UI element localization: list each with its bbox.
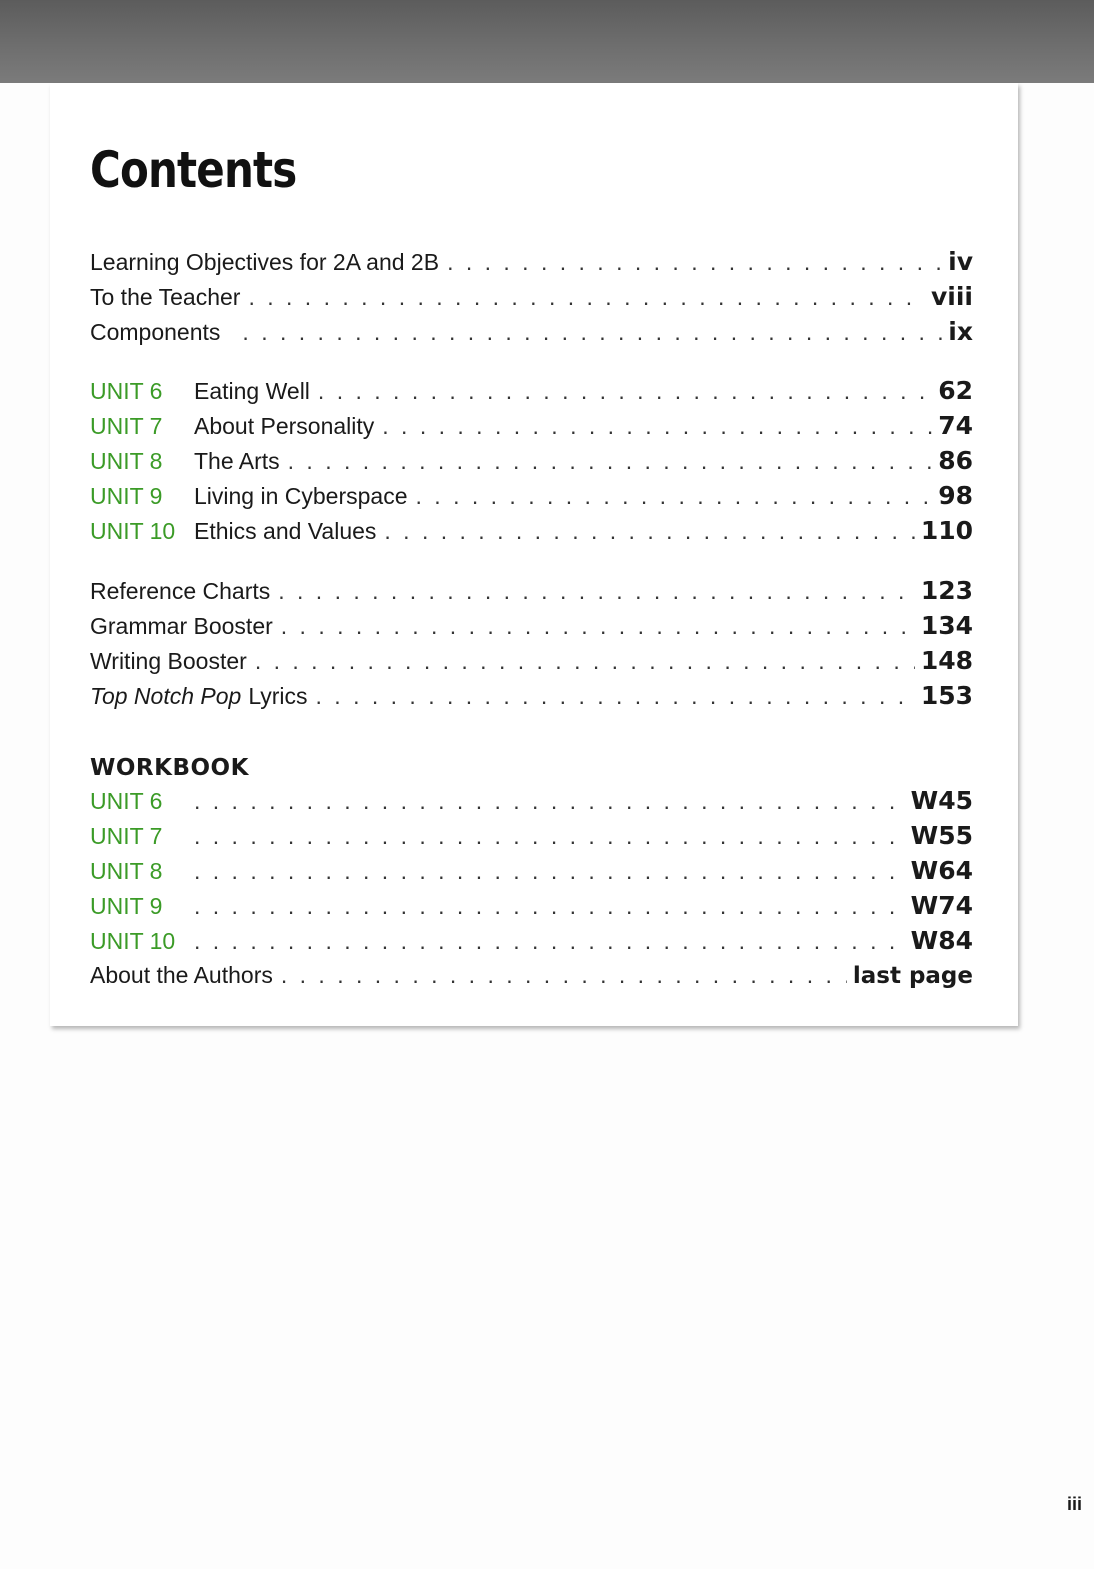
entry-title: Grammar Booster (90, 613, 273, 639)
page-number: 148 (920, 646, 973, 675)
toc-entry[interactable] (90, 646, 973, 681)
entry-title-italic: Top Notch Pop (90, 683, 242, 709)
page-number: 86 (938, 446, 973, 475)
entry-title: Living in Cyberspace (194, 483, 408, 509)
dot-leader (194, 823, 905, 850)
dot-leader (194, 893, 905, 920)
entry-title: Ethics and Values (194, 518, 377, 544)
page-number: ix (948, 317, 973, 346)
entry-title: The Arts (194, 448, 280, 474)
toc-entry[interactable] (90, 681, 973, 716)
dot-leader (318, 378, 932, 405)
dot-leader (248, 284, 925, 311)
dot-leader (416, 483, 933, 510)
dot-leader (255, 648, 915, 675)
entry-title: To the Teacher (90, 284, 241, 310)
page-title: Contents (90, 141, 297, 199)
toc-workbook-entry[interactable] (90, 891, 973, 926)
toc-entry[interactable] (90, 247, 973, 282)
toc-entry[interactable] (90, 576, 973, 611)
top-header-band (0, 0, 1094, 83)
toc-workbook-entry[interactable] (90, 786, 973, 821)
page-number: W55 (910, 821, 973, 850)
dot-leader (194, 928, 905, 955)
unit-label: UNIT 8 (90, 448, 163, 474)
toc-unit-entry[interactable] (90, 446, 973, 481)
entry-title: Eating Well (194, 378, 310, 404)
toc-entry[interactable] (90, 611, 973, 646)
toc-workbook-entry[interactable] (90, 926, 973, 961)
toc-entry[interactable] (90, 317, 973, 352)
toc-unit-entry[interactable] (90, 481, 973, 516)
toc-unit-entry[interactable] (90, 376, 973, 411)
unit-label: UNIT 9 (90, 893, 163, 919)
unit-label: UNIT 10 (90, 928, 176, 954)
unit-label: UNIT 7 (90, 413, 163, 439)
unit-label: UNIT 9 (90, 483, 163, 509)
unit-label: UNIT 8 (90, 858, 163, 884)
unit-label: UNIT 10 (90, 518, 176, 544)
dot-leader (281, 613, 915, 640)
entry-title: Learning Objectives for 2A and 2B (90, 249, 440, 275)
toc-entry[interactable] (90, 282, 973, 317)
toc-entry[interactable] (90, 962, 973, 997)
page-number: W45 (910, 786, 973, 815)
dot-leader (382, 413, 932, 440)
dot-leader (288, 448, 933, 475)
toc-workbook-entry[interactable] (90, 821, 973, 856)
workbook-heading: WORKBOOK (90, 755, 249, 781)
dot-leader (194, 858, 905, 885)
dot-leader (281, 962, 847, 989)
page-number: 98 (938, 481, 973, 510)
page-number: 153 (920, 681, 973, 710)
page-folio: iii (1066, 1494, 1082, 1514)
entry-title: Writing Booster (90, 648, 247, 674)
dot-leader (384, 518, 914, 545)
entry-title: Components (90, 319, 221, 345)
dot-leader (447, 249, 942, 276)
entry-title: About the Authors (90, 962, 273, 988)
toc-unit-entry[interactable] (90, 411, 973, 446)
page-number: 62 (938, 376, 973, 405)
toc-unit-entry[interactable] (90, 516, 973, 551)
page-number: W84 (910, 926, 973, 955)
page-number: 74 (938, 411, 973, 440)
dot-leader (242, 319, 942, 346)
unit-label: UNIT 6 (90, 788, 163, 814)
toc-workbook-entry[interactable] (90, 856, 973, 891)
entry-title: Reference Charts (90, 578, 271, 604)
page-number: W74 (910, 891, 973, 920)
dot-leader (278, 578, 915, 605)
contents-panel (50, 83, 1018, 1026)
page-number: 123 (920, 576, 973, 605)
page-number: W64 (910, 856, 973, 885)
unit-label: UNIT 6 (90, 378, 163, 404)
page-number: iv (948, 247, 973, 276)
dot-leader (194, 788, 905, 815)
dot-leader (316, 683, 915, 710)
page-number: 110 (920, 516, 973, 545)
page-number: 134 (920, 611, 973, 640)
page-number: viii (930, 282, 973, 311)
page-number: last page (852, 963, 973, 989)
unit-label: UNIT 7 (90, 823, 163, 849)
entry-title: Lyrics (248, 683, 308, 709)
entry-title: About Personality (194, 413, 375, 439)
